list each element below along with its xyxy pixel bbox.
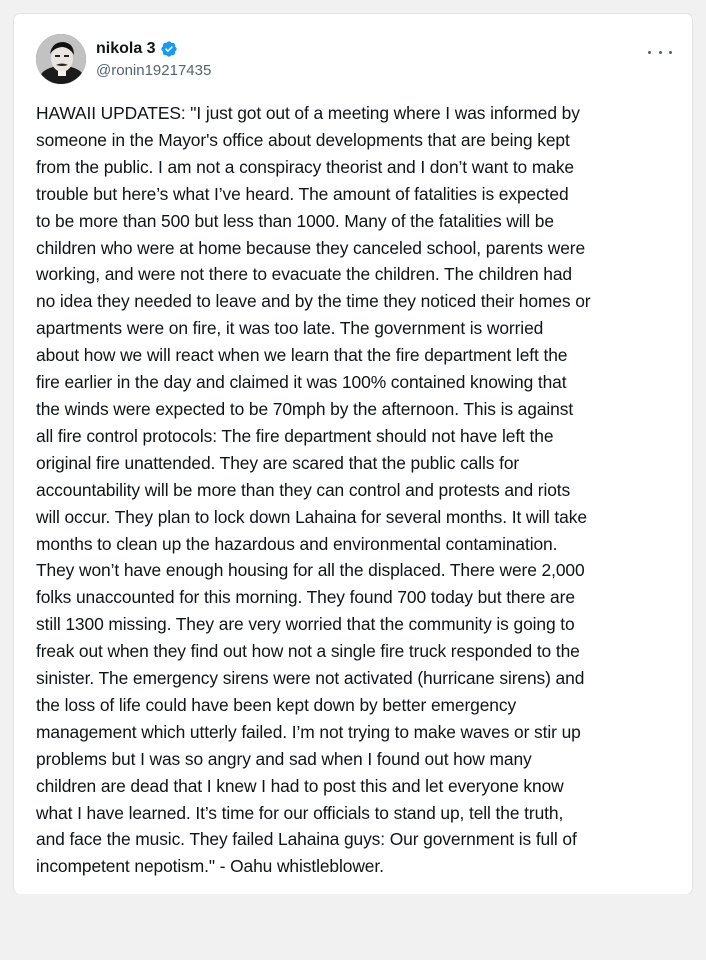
avatar[interactable] [36,34,86,84]
post-header [36,34,672,90]
author-names [96,38,211,79]
more-options-icon[interactable] [648,46,672,58]
page-background-strip [0,894,706,960]
author-handle[interactable]: @ronin19217435 [96,62,212,79]
avatar-portrait-icon [36,34,86,84]
post-card [14,14,692,894]
author-display-name[interactable]: nikola 3 [96,40,156,57]
verified-badge-icon [160,40,178,58]
post-text: HAWAII UPDATES: "I just got out of a meeting where I was informed by someone in the Mayor's office about developments that are being kept from the public. I am not a conspiracy theorist and I don’t want to make trouble but here’s what I’ve heard. The amount of fatalities is expected to be more than 500 but less than 1000. Many of the fatalities will be children who were at home because they canceled school, parents were working, and were not there to evacuate the children. The children had no idea they needed to leave and by the time they noticed their homes or apartments were on fire, it was too late. The government is worried about how we will react when we learn that the fire department left the fire earlier in the day and claimed it was 100% contained knowing that the winds were expected to be 70mph by the afternoon. This is against all fire control protocols: The fire department should not have left the original fire unattended. They are scared that the public calls for accountability will be more than they can control and protests and riots will occur. They plan to lock down Lahaina for several months. It will take months to clean up the hazardous and environmental contamination. They won’t have enough housing for all the displaced. There were 2,000 folks unaccounted for this morning. They found 700 today but there are still 1300 missing. They are very worried that the community is going to freak out when they find out how not a single fire truck responded to the sinister. The emergency sirens were not activated (hurricane sirens) and the loss of life could have been kept down by better emergency management which utterly failed. I’m not trying to make waves or stir up problems but I was so angry and sad when I found out how many children are dead that I knew I had to post this and let everyone know what I have learned. It’s time for our officials to stand up, tell the truth, and face the music. They failed Lahaina guys: Our government is full of incompetent nepotism." - Oahu whistleblower. [36,103,591,877]
